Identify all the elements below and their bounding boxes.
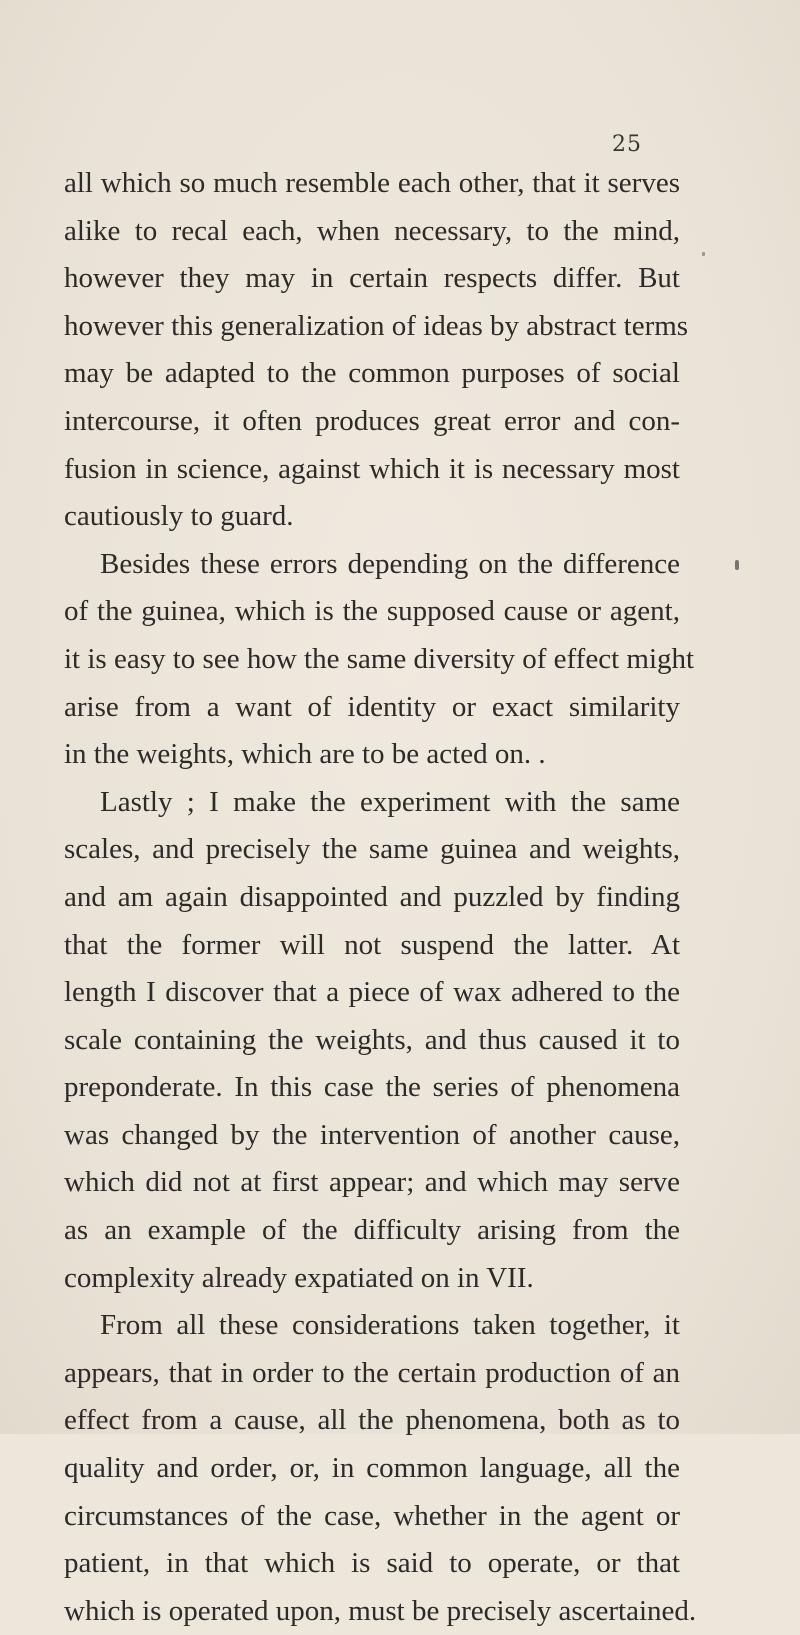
text-line: Besides these errors depending on the difference <box>100 547 680 580</box>
paragraph-2 <box>64 541 695 779</box>
text-line: Lastly ; I make the experiment with the same <box>100 785 680 818</box>
paragraph-4 <box>64 1302 697 1635</box>
text-line: scales, and precisely the same guinea and weights, <box>64 833 680 866</box>
text-line: length I discover that a piece of wax adhered to the <box>64 976 680 1009</box>
text-line: appears, that in order to the certain production of an <box>64 1356 680 1389</box>
paragraph-1 <box>64 160 689 541</box>
text-line: From all these considerations taken together, it <box>100 1309 680 1342</box>
text-line: was changed by the intervention of another cause, <box>64 1118 680 1151</box>
text-line: scale containing the weights, and thus caused it to <box>64 1023 680 1056</box>
text-line: and am again disappointed and puzzled by finding <box>64 880 680 913</box>
text-line: intercourse, it often produces great error and con- <box>64 404 680 437</box>
text-line: in the weights, which are to be acted on. . <box>64 738 546 771</box>
text-line: however this generalization of ideas by abstract terms <box>64 309 689 342</box>
text-line: arise from a want of identity or exact similarity <box>64 690 680 723</box>
paragraph-3 <box>64 779 680 1303</box>
text-line: preponderate. In this case the series of phenomena <box>64 1071 680 1104</box>
text-line: all which so much resemble each other, that it serves <box>64 167 680 199</box>
text-line: as an example of the difficulty arising from the <box>64 1214 680 1247</box>
text-line: fusion in science, against which it is necessary most <box>64 452 680 485</box>
text-line: which is operated upon, must be precisely ascertained. <box>64 1594 697 1627</box>
text-line: complexity already expatiated on in VII. <box>64 1261 534 1294</box>
text-line: alike to recal each, when necessary, to the mind, <box>64 214 680 247</box>
ink-speck <box>702 252 705 256</box>
body-text <box>64 160 697 1635</box>
text-line: effect from a cause, all the phenomena, both as to <box>64 1404 680 1437</box>
text-line: that the former will not suspend the latter. At <box>64 928 680 961</box>
text-line: may be adapted to the common purposes of social <box>64 357 680 390</box>
text-line: circumstances of the case, whether in the agent or <box>64 1499 680 1532</box>
ink-speck <box>735 560 739 570</box>
page-number: 25 <box>612 132 642 157</box>
text-line: it is easy to see how the same diversity of effect might <box>64 642 695 675</box>
text-line: which did not at first appear; and which may serve <box>64 1166 680 1199</box>
text-line: of the guinea, which is the supposed cause or agent, <box>64 595 680 628</box>
text-line: cautiously to guard. <box>64 500 294 533</box>
text-line: patient, in that which is said to operate, or that <box>64 1547 680 1580</box>
text-line: however they may in certain respects differ. But <box>64 262 680 295</box>
text-line: quality and order, or, in common language, all the <box>64 1452 680 1485</box>
